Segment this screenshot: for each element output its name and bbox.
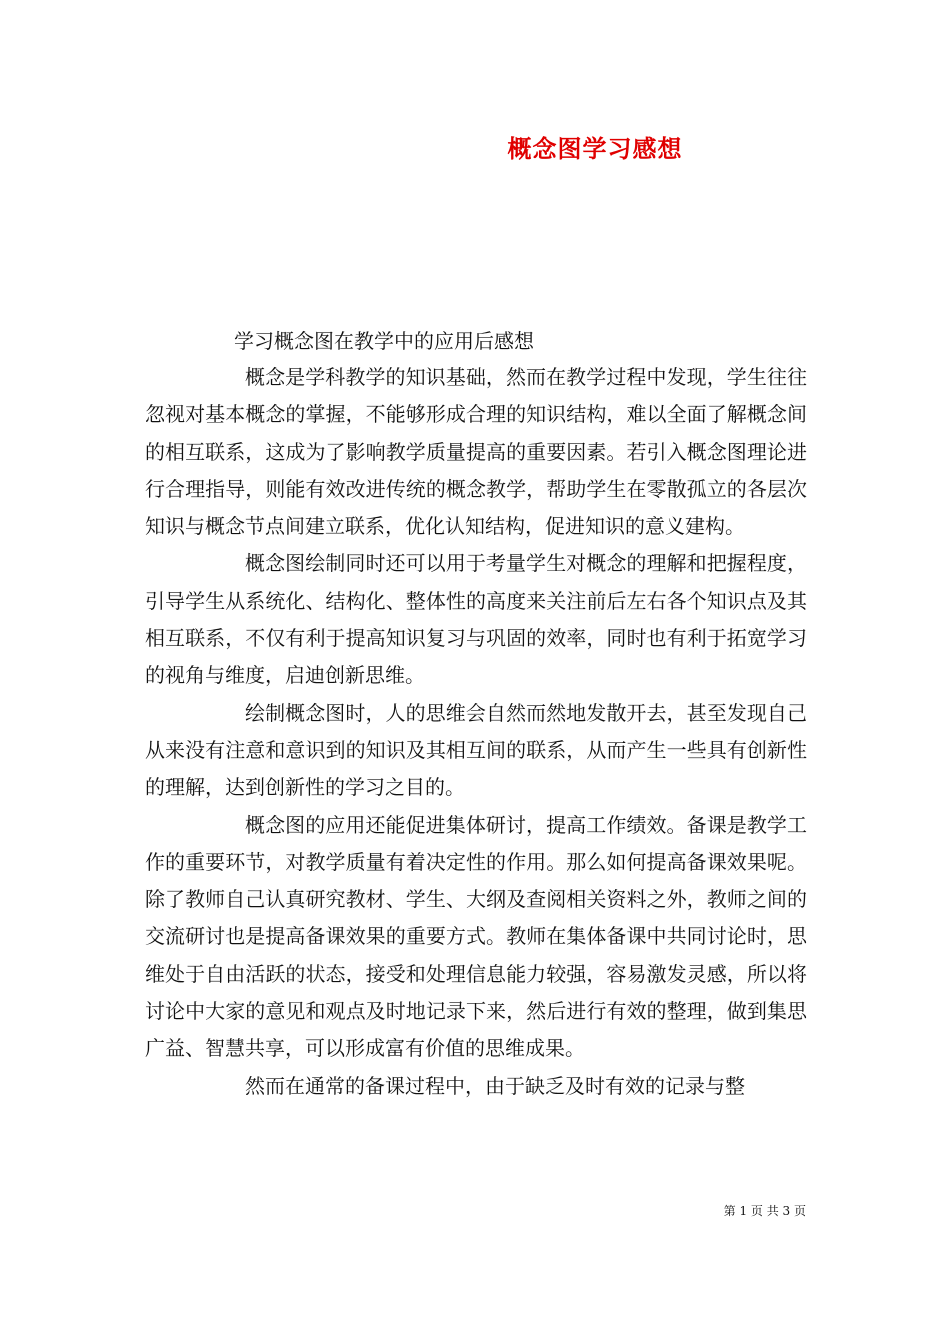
document-subtitle: 学习概念图在教学中的应用后感想 [234,329,534,353]
document-body [145,359,807,1105]
page-number-label: 第 1 页 共 3 页 [723,1204,806,1218]
page-number-footer [724,1202,806,1220]
paragraph: 概念是学科教学的知识基础，然而在教学过程中发现，学生往往忽视对基本概念的掌握，不能够形成合理的知识结构，难以全面了解概念间的相互联系，这成为了影响教学质量提高的重要因素。若引入概念图理论进行合理指导，则能有效改进传统的概念教学，帮助学生在零散孤立的各层次知识与概念节点间建立联系，优化认知结构，促进知识的意义建构。 [145,365,807,539]
paragraph: 然而在通常的备课过程中，由于缺乏及时有效的记录与整 [245,1073,745,1098]
paragraph: 概念图绘制同时还可以用于考量学生对概念的理解和把握程度，引导学生从系统化、结构化、整体性的高度来关注前后左右各个知识点及其相互联系，不仅有利于提高知识复习与巩固的效率，同时也有利于拓宽学习的视角与维度，启迪创新思维。 [145,551,807,688]
paragraph: 概念图的应用还能促进集体研讨，提高工作绩效。备课是教学工作的重要环节，对教学质量有着决定性的作用。那么如何提高备课效果呢。除了教师自己认真研究教材、学生、大纲及查阅相关资料之外，教师之间的交流研讨也是提高备课效果的重要方式。教师在集体备课中共同讨论时，思维处于自由活跃的状态，接受和处理信息能力较强，容易激发灵感，所以将讨论中大家的意见和观点及时地记录下来，然后进行有效的整理，做到集思广益、智慧共享，可以形成富有价值的思维成果。 [145,812,807,1061]
paragraph: 绘制概念图时，人的思维会自然而然地发散开去，甚至发现自己从来没有注意和意识到的知识及其相互间的联系，从而产生一些具有创新性的理解，达到创新性的学习之目的。 [145,700,807,800]
document-title: 概念图学习感想 [507,134,683,163]
